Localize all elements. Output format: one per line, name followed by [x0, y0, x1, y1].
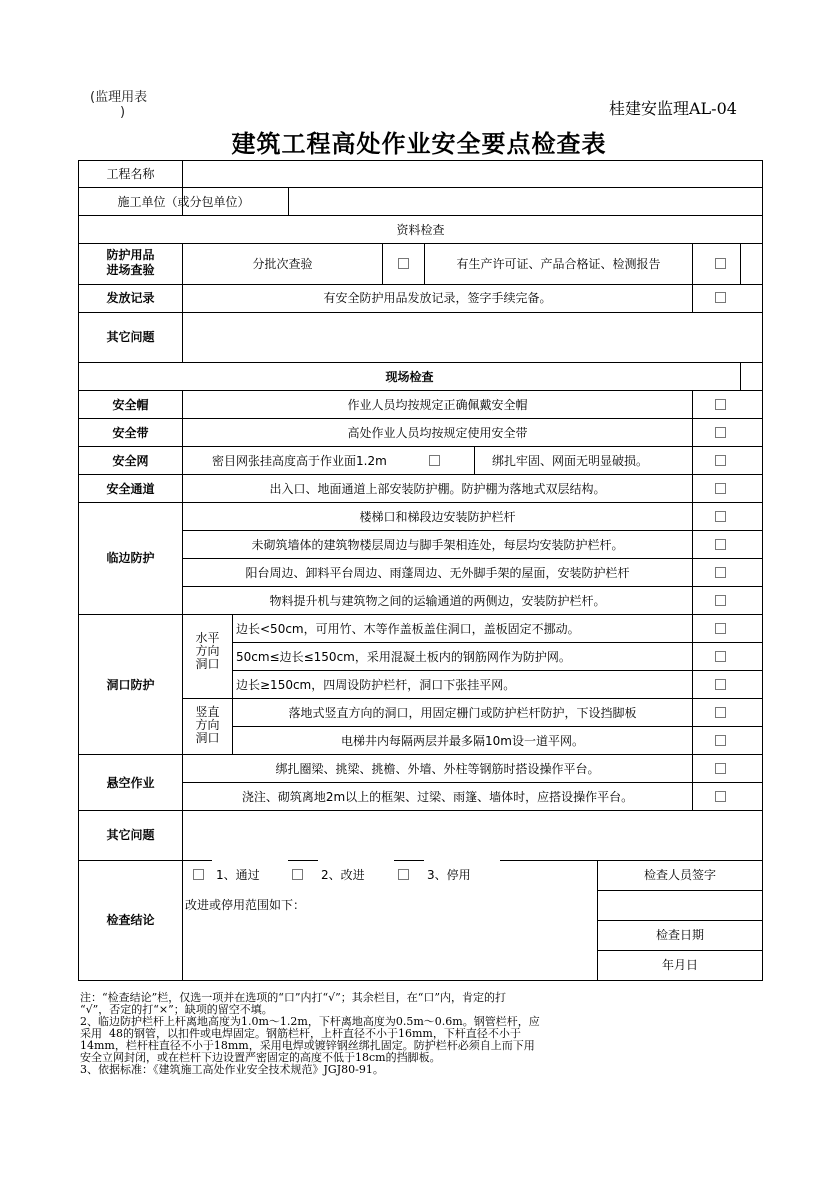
option-improve-checkbox[interactable] [292, 869, 303, 880]
edge-item-checkbox[interactable] [715, 539, 726, 550]
edge-item-checkbox[interactable] [715, 511, 726, 522]
horizontal-item: 边长≥150cm，四周设防护栏杆，洞口下张挂平网。 [236, 678, 516, 692]
batch-check-text: 分批次查验 [252, 257, 313, 271]
vertical-label-line: 方向 [195, 718, 220, 732]
passage-checkbox[interactable] [715, 483, 726, 494]
note-line: 安全立网封闭，或在栏杆下边设置严密固定的高度不低于18cm的挡脚板。 [80, 1051, 441, 1064]
scope-text: 改进或停用范围如下： [185, 898, 306, 912]
option-stop-checkbox[interactable] [398, 869, 409, 880]
suspended-item-checkbox[interactable] [715, 791, 726, 802]
vertical-item: 落地式竖直方向的洞口，用固定栅门或防护栏杆防护，下设挡脚板 [288, 706, 637, 720]
passage-text: 出入口、地面通道上部安装防护棚。防护棚为落地式双层结构。 [269, 482, 606, 496]
form-usage-tag [90, 90, 147, 120]
edge-label: 临边防护 [106, 551, 155, 565]
site-check-heading: 现场检查 [385, 370, 434, 384]
vertical-item-checkbox[interactable] [715, 707, 726, 718]
belt-checkbox[interactable] [715, 427, 726, 438]
suspended-item: 浇注、砌筑离地2m以上的框架、过梁、雨篷、墙体时，应搭设操作平台。 [241, 790, 634, 804]
vertical-item: 电梯井内每隔两层并最多隔10m设一道平网。 [341, 734, 584, 748]
edge-item-checkbox[interactable] [715, 567, 726, 578]
note-line: 2、临边防护栏杆上杆离地高度为1.0m～1.2m，下杆离地高度为0.5m～0.6m。钢管栏杆，应 [80, 1015, 540, 1028]
inspection-date-label: 检查日期 [655, 928, 704, 942]
option-pass-checkbox[interactable] [193, 869, 204, 880]
edge-item-checkbox[interactable] [715, 595, 726, 606]
edge-item: 阳台周边、卸料平台周边、雨蓬周边、无外脚手架的屋面，安装防护栏杆 [245, 566, 630, 580]
vertical-label-line: 竖直 [195, 705, 220, 719]
option-pass-label: 1、通过 [216, 868, 260, 882]
distribution-label: 发放记录 [106, 291, 155, 305]
net-binding-checkbox[interactable] [715, 455, 726, 466]
batch-check-checkbox[interactable] [398, 258, 409, 269]
net-height-text: 密目网张挂高度高于作业面1.2m [212, 454, 387, 468]
helmet-checkbox[interactable] [715, 399, 726, 410]
net-binding-text: 绑扎牢固、网面无明显破损。 [492, 454, 649, 468]
page-title: 建筑工程高处作业安全要点检查表 [231, 129, 607, 158]
inspector-sign-label: 检查人员签字 [643, 868, 716, 882]
suspended-item: 绑扎圈梁、挑梁、挑檐、外墙、外柱等钢筋时搭设操作平台。 [275, 762, 600, 776]
ppe-entry-label-line2: 进场查验 [106, 263, 155, 277]
option-stop-label: 3、停用 [427, 868, 471, 882]
edge-item: 未砌筑墙体的建筑物楼层周边与脚手架相连处，每层均安装防护栏杆。 [251, 538, 624, 552]
edge-item: 楼梯口和梯段边安装防护栏杆 [359, 510, 516, 524]
contractor-label: 施工单位（或分包单位） [117, 195, 250, 209]
horizontal-item-checkbox[interactable] [715, 623, 726, 634]
distribution-checkbox[interactable] [715, 292, 726, 303]
doc-other-issues-label: 其它问题 [106, 330, 155, 344]
site-other-issues-label: 其它问题 [106, 828, 155, 842]
horizontal-item-checkbox[interactable] [715, 651, 726, 662]
horizontal-item-checkbox[interactable] [715, 679, 726, 690]
notes [80, 992, 620, 1076]
horizontal-label-line: 洞口 [195, 657, 220, 671]
distribution-text: 有安全防护用品发放记录，签字手续完备。 [323, 291, 552, 305]
form-code: 桂建安监理AL-04 [609, 99, 737, 118]
certificates-text: 有生产许可证、产品合格证、检测报告 [456, 257, 661, 271]
helmet-label: 安全帽 [112, 398, 149, 412]
horizontal-opening-label [183, 632, 232, 671]
note-line: 采用 48的钢管，以扣件或电焊固定。钢筋栏杆，上杆直径不小于16mm，下杆直径不小于 [80, 1027, 521, 1040]
vertical-label-line: 洞口 [195, 731, 220, 745]
form-usage-tag-line2: ) [120, 105, 126, 120]
vertical-item-checkbox[interactable] [715, 735, 726, 746]
certificates-checkbox[interactable] [715, 258, 726, 269]
form-usage-tag-line1: (监理用表 [90, 90, 148, 105]
net-label: 安全网 [112, 454, 149, 468]
vertical-opening-label [183, 706, 232, 745]
suspended-label: 悬空作业 [106, 776, 155, 790]
inspection-date-field[interactable]: 年月日 [661, 958, 698, 972]
project-name-label: 工程名称 [106, 167, 155, 181]
opening-label: 洞口防护 [106, 678, 155, 692]
ppe-entry-label [79, 248, 182, 278]
option-improve-label: 2、改进 [321, 868, 365, 882]
horizontal-item: 边长<50cm，可用竹、木等作盖板盖住洞口，盖板固定不挪动。 [236, 622, 580, 636]
helmet-text: 作业人员均按规定正确佩戴安全帽 [347, 398, 528, 412]
note-line: 注：“检查结论”栏，仅选一项并在选项的“口”内打“√”；其余栏目，在“口”内，肯定的打 [80, 991, 506, 1004]
note-line: 3、依据标准：《建筑施工高处作业安全技术规范》JGJ80-91。 [80, 1063, 384, 1076]
horizontal-label-line: 方向 [195, 644, 220, 658]
belt-label: 安全带 [112, 426, 149, 440]
horizontal-label-line: 水平 [195, 631, 220, 645]
ppe-entry-label-line1: 防护用品 [106, 248, 155, 262]
edge-item: 物料提升机与建筑物之间的运输通道的两侧边，安装防护栏杆。 [269, 594, 606, 608]
horizontal-item: 50cm≤边长≤150cm，采用混凝土板内的钢筋网作为防护网。 [236, 650, 571, 664]
note-line: 14mm，栏杆柱直径不小于18mm，采用电焊或镀锌钢丝绑扎固定。防护栏杆必须自上而下用 [80, 1039, 535, 1052]
document-check-heading: 资料检查 [396, 223, 445, 237]
net-height-checkbox[interactable] [429, 455, 440, 466]
belt-text: 高处作业人员均按规定使用安全带 [347, 426, 528, 440]
suspended-item-checkbox[interactable] [715, 763, 726, 774]
note-line: “√”，否定的打“×”；缺项的留空不填。 [80, 1003, 273, 1016]
conclusion-label: 检查结论 [106, 913, 155, 927]
passage-label: 安全通道 [106, 482, 155, 496]
